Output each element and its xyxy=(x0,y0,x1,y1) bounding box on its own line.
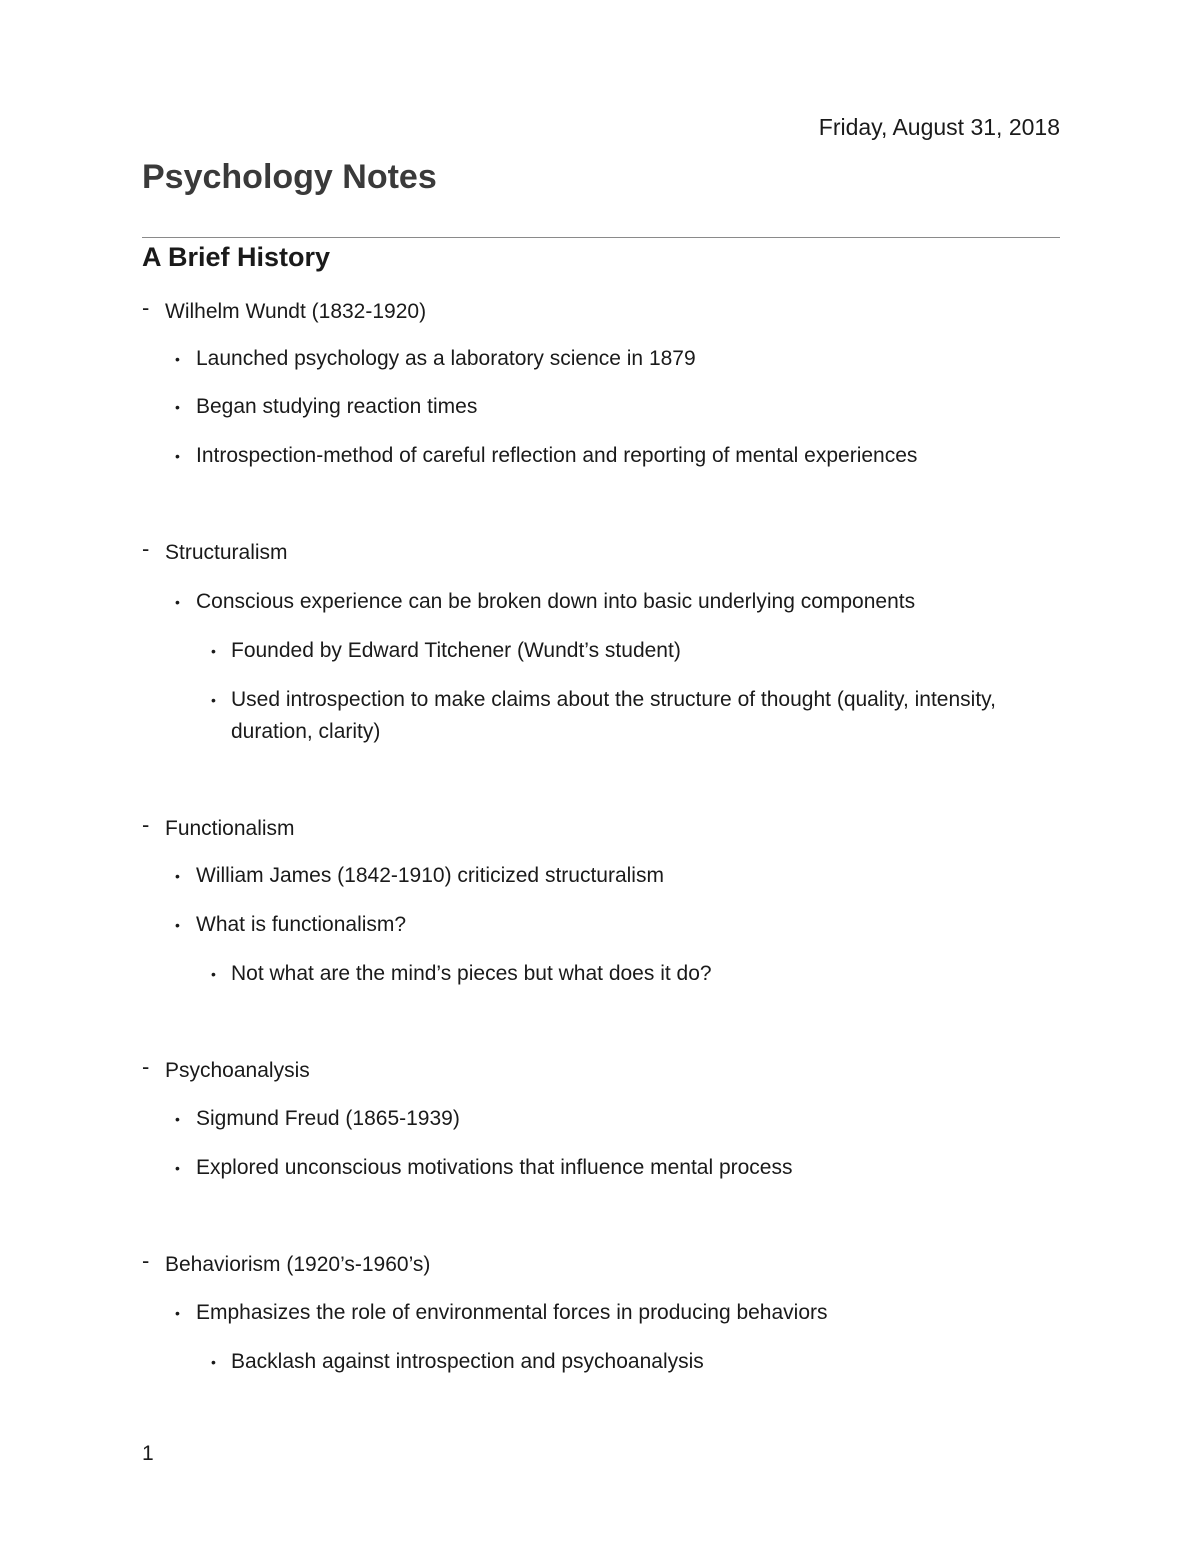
dash-marker: - xyxy=(142,1054,150,1079)
dash-marker: - xyxy=(142,1248,150,1273)
dash-marker: - xyxy=(142,812,150,837)
list-item xyxy=(175,586,915,618)
outline-label: Wilhelm Wundt (1832-1920) xyxy=(165,300,427,323)
list-item xyxy=(175,1297,828,1329)
list-item-text: Sigmund Freud (1865-1939) xyxy=(196,1107,460,1130)
bullet-marker: • xyxy=(175,917,180,933)
list-item-text: Began studying reaction times xyxy=(196,395,478,418)
outline-item-functionalism xyxy=(142,813,295,845)
outline-item-behaviorism xyxy=(142,1249,430,1281)
list-item xyxy=(175,391,477,423)
list-item-text: Used introspection to make claims about the structure of thought (quality, intensity, duration, clarity) xyxy=(231,688,996,743)
list-item-text: Explored unconscious motivations that influence mental process xyxy=(196,1156,793,1179)
list-item-text: Introspection-method of careful reflection and reporting of mental experiences xyxy=(196,444,918,467)
bullet-marker: • xyxy=(175,594,180,610)
outline-label: Psychoanalysis xyxy=(165,1059,310,1082)
list-item xyxy=(211,1346,704,1378)
outline-item-wundt xyxy=(142,296,426,328)
outline-label: Structuralism xyxy=(165,541,288,564)
section-heading: A Brief History xyxy=(142,242,331,272)
list-item-text: Emphasizes the role of environmental forces in producing behaviors xyxy=(196,1301,828,1324)
bullet-marker: • xyxy=(211,643,216,659)
list-item-text: Not what are the mind’s pieces but what does it do? xyxy=(231,962,712,985)
document-date: Friday, August 31, 2018 xyxy=(818,114,1060,140)
list-item-text: What is functionalism? xyxy=(196,913,407,936)
outline-label: Functionalism xyxy=(165,817,295,840)
list-item xyxy=(211,635,681,667)
bullet-marker: • xyxy=(175,868,180,884)
outline-item-structuralism xyxy=(142,537,288,569)
title-divider xyxy=(142,237,1060,238)
list-item-text: Backlash against introspection and psychoanalysis xyxy=(231,1350,704,1373)
list-item xyxy=(175,860,664,892)
list-item xyxy=(211,684,1011,748)
list-item xyxy=(175,343,696,375)
bullet-marker: • xyxy=(175,399,180,415)
bullet-marker: • xyxy=(175,448,180,464)
list-item xyxy=(175,909,406,941)
bullet-marker: • xyxy=(211,966,216,982)
bullet-marker: • xyxy=(175,1160,180,1176)
bullet-marker: • xyxy=(175,1111,180,1127)
outline-item-psychoanalysis xyxy=(142,1055,310,1087)
dash-marker: - xyxy=(142,536,150,561)
list-item xyxy=(211,958,712,990)
dash-marker: - xyxy=(142,295,150,320)
list-item-text: Founded by Edward Titchener (Wundt’s student) xyxy=(231,639,681,662)
list-item xyxy=(175,1103,460,1135)
document-title: Psychology Notes xyxy=(142,158,437,196)
list-item-text: William James (1842-1910) criticized structuralism xyxy=(196,864,664,887)
bullet-marker: • xyxy=(211,1354,216,1370)
page-number: 1 xyxy=(142,1442,154,1465)
bullet-marker: • xyxy=(175,351,180,367)
list-item xyxy=(175,1152,793,1184)
list-item-text: Launched psychology as a laboratory science in 1879 xyxy=(196,347,696,370)
bullet-marker: • xyxy=(175,1305,180,1321)
outline-label: Behaviorism (1920’s-1960’s) xyxy=(165,1253,431,1276)
list-item-text: Conscious experience can be broken down into basic underlying components xyxy=(196,590,916,613)
list-item xyxy=(175,440,917,472)
bullet-marker: • xyxy=(211,692,216,708)
